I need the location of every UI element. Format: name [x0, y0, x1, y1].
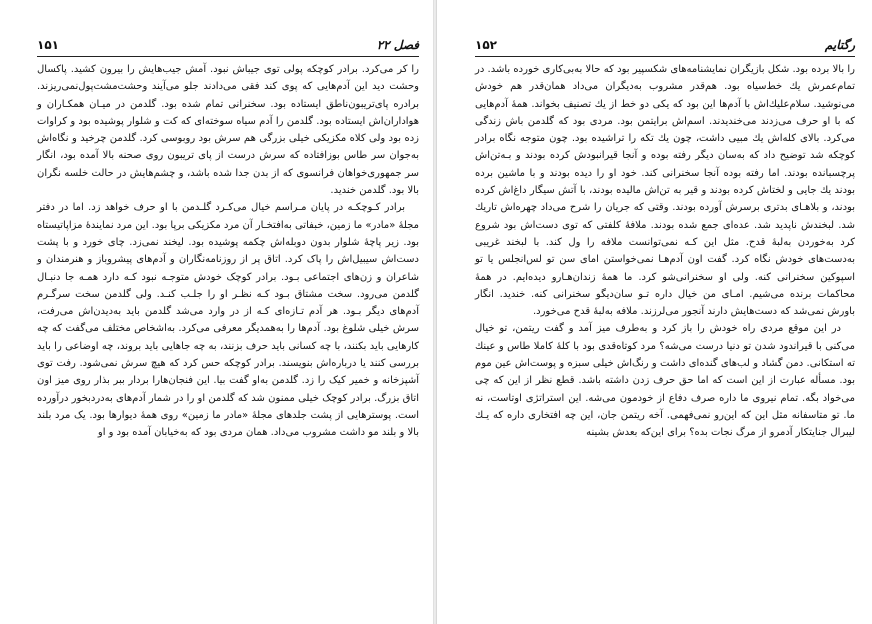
- right-running-title: رگتایم: [824, 38, 855, 52]
- left-paragraph: برادر کـوچکـه در پایان مـراسم خیال می‌کـرد گلـدمن با او حرف خواهد زد. اما در دفتر مجلهٔ «مادر» ما زمین، خبفاتی به‌افتخـار آن مرد مکزیکی برپا بود. این مرد نماینده‌ٔ مزاپاتیستاه بود. زیر پاچهٔ شلوار بدون دوبله‌اش چکمه پوشیده بود. لیخند نمی‌زد. چای خورد و با پشت دست‌اش سیبیل‌اش را پاک کرد. اتاق پر از روزنامه‌نگاران و آدم‌های پیشروباز و هنرمندان و شاعران و زن‌های اجتماعی بـود. برادر کوچک خودش متوجـه نبود کـه دارد همـه جا دنبـال گلدمن می‌رود. سخت مشتاق بـود کـه نظـر او را جلـب کنـد. ولی گلدمن سخت سرگـرم آدم‌های دیگر بـود. هر آدم تـازه‌ای کـه از در وارد می‌شد گلدمن باید به‌دیدن‌اش می‌رفت، سرش خیلی شلوغ بود. آدم‌ها را به‌همدیگر معرفی می‌کرد. به‌اشخاص مختلف می‌گفت که چه کارهایی باید بکنند، با چه کسانی باید حرف بزنند، به چه جاهایی باید بروند، چه اوضاعی را باید بررسی کنند یا درباره‌اش بنویسند. برادر کوچکه حس کرد که هیچ سرش نمی‌شود. رفت توی آشپزخانه و خمیر کیک را زد. گلدمن به‌او گفت بیا. این فنجان‌ها‌را بردار ببر بذار روی میز اون اتاق بزرگ. برادر کوچک خیلی ممنون شد که گلدمن او را در شمار آدم‌های به‌دردبخور درآورده است. پوسترهایی از پشت جلد‌های مجلهٔ «مادر ما زمین» روی همهٔ دیوارها بود. یک مرد بلند بالا و بلند مو داشت مشروب می‌داد. همان مردی بود که به‌خیابان آمده بود و او: [37, 202, 419, 439]
- left-page-header: [37, 38, 419, 56]
- left-running-title: فصل ۲۲: [376, 38, 419, 52]
- right-paragraph: در این موقع مردی راه خودش را باز کرد و به‌طرف میز آمد و گفت ریتمن، تو خیال می‌کنی با قیراندود شدن تو دنیا درست می‌شه؟ مرد کوتاه‌قدی بود با کلهٔ کاملا طاس و عینك ته استکانی. دمن گشاد و لب‌های گنده‌ای داشت و رنگ‌اش خیلی سبزه و پوست‌اش عین موم بود. مسأله عبارت از این است که اما حق حرف زدن داشته باشد. قطع نظر از این که چی می‌خواد بگه. تمام نیروی ما داره صرف دفاع از خودمون می‌شه. این استراتژی اوتاست، نه ما. تو متاسفانه مثل این که این‌رو نمی‌فهمی. آخه ریتمن جان، این چه افتخاری داره که یـك لیبرال جنایتکار آدمرو از مرگ نجات بده؟ برای این‌که بعدش بشینه: [475, 323, 855, 439]
- right-page-number: ۱۵۲: [475, 38, 497, 52]
- right-page: [437, 0, 872, 624]
- right-header-rule: [475, 56, 855, 57]
- left-page: [0, 0, 433, 624]
- left-header-rule: [37, 56, 419, 57]
- left-page-body: [37, 61, 419, 442]
- left-page-number: ۱۵۱: [37, 38, 59, 52]
- left-paragraph: را کر می‌کرد. برادر کوچکه پولی توی جیباش نبود. آمش جیب‌هایش را بیرون کشید. پاکسال وحشت دید این آدم‌هایی که پوی کند فقی می‌دادند جلو می‌آیند وحشت‌مشت‌پول‌نمی‌ریزند. برادره پای‌تریبون‌ناطق ایستاده بود. سخنرانی تمام شده بود. گلدمن در میـان همکـاران و هواداران‌اش ایستاده بود. گلدمن را آدم سیاه سوخته‌ای که کت و شلوار پوشیده بود و کراوات زده بود ولی کلاه مکزیکی خیلی بزرگی هم سرش بود روبوسی کرد. گلدمن چرخید و نگاه‌اش به‌جوان سر طاس بوزافتاده که سرش درست از پای تریبون روی صحنه بالا آمده بود، انگار سر جمهوری‌خواهان فرانسوی که از بدن جدا شده باشد، و چشم‌هایش در حالت خلسه نگران بالا بود. گلدمن خندید.: [37, 64, 419, 197]
- right-page-body: [475, 61, 855, 442]
- right-paragraph: را بالا برده بود. شکل بازیگران نمایشنامه‌های شکسپیر بود که حالا به‌بی‌کاری خورده باشد. در تمام‌عمرش یك خط‌سیاه بود. هم‌قدر مشروب به‌دیگران می‌داد همان‌قدر هم خودش می‌نوشید. سلام‌علیك‌اش با آدم‌ها این بود که یکی دو خط از یك تصنیف بخواند. همهٔ آدم‌هایی که با او حرف می‌زدند می‌خندیدند. اسم‌اش برایتمن بود. مردی بود که گلدمن باش زندگی می‌کرد. بالای کله‌اش یك مبیی داشت، چون یك تکه را تراشیده بود. چون متوجه نگاه برادر کوچکه شد توضیح داد که به‌سان دیگر رفته بوده و آنجا قیرانبودش کرده بودند و بـه‌تن‌اش پرچسبانده بودند. اما رفته بوده آنجا سخنرانی کند. خود او را دیده بودند و با ماشین برده بودند یك جایی و لختاش کرده بودند و قیر به تن‌اش مالیده بودند، با آتش سیگار داغ‌اش کرده بودند، و بلاهـای بدتری برسرش آورده بودند. وقتی که جریان را شرح می‌داد چهره‌اش تاریك شد. لبخندش ناپدید شد. عده‌ای جمع شده بودند. ملافهٔ کلفتی که توی دست‌اش بود شروع کرد به‌خوردن به‌لبهٔ قدح. مثل این کـه نمی‌توانست ملافه را ول کند. با لبخند غریبی به‌دست‌های خودش نگاه کرد. گفت اون آدم‌هـا نمی‌خواستن امای سن تو لس‌انجلس یا تو اسپوکین سخنرانی کنه. ولی او سخنرانی‌شو کرد. ما همهٔ زندان‌هـارو دیده‌ایم. در همهٔ محاکمات برنده می‌شیم. امـای من خیال داره تـو سان‌دیگو سخنرانی کنه. خندید. انگار باورش نمی‌شد که دست‌هایش دارند آنجور می‌لرزند. ملافه به‌لبهٔ قدح می‌خورد.: [475, 64, 855, 318]
- right-page-header: [475, 38, 855, 56]
